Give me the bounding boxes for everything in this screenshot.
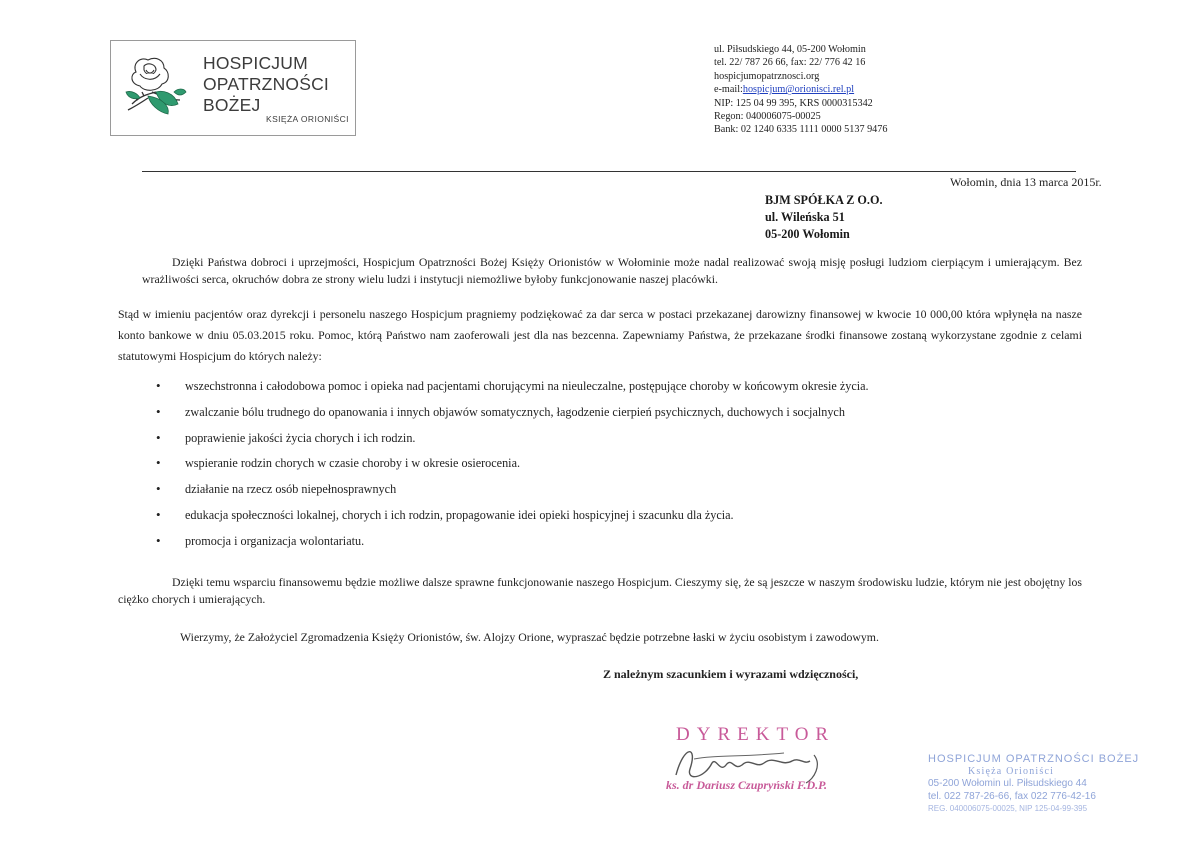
rose-icon — [118, 52, 188, 118]
logo-name — [203, 53, 329, 116]
director-stamp-name: ks. dr Dariusz Czupryński F.D.P. — [666, 778, 827, 792]
contact-block — [714, 43, 887, 137]
hospice-stamp-title: HOSPICJUM OPATRZNOŚCI BOŻEJ — [928, 753, 1140, 765]
letter-date — [950, 175, 1102, 190]
hospice-stamp-phone: tel. 022 787-26-66, fax 022 776-42-16 — [928, 790, 1096, 802]
contact-bank: Bank: 02 1240 6335 1111 0000 5137 9476 — [714, 124, 888, 136]
contact-phone: tel. 22/ 787 26 66, fax: 22/ 776 42 16 — [714, 57, 866, 69]
list-item: • edukacja społeczności lokalnej, chorych i ich rodzin, propagowanie idei opieki hospicyjnej i szacunku dla życia. — [152, 505, 1052, 531]
hospice-stamp — [928, 753, 1140, 816]
date-value: 13 marca 2015r. — [1024, 175, 1102, 189]
logo-line-3: BOŻEJ — [203, 95, 261, 115]
list-item: • zwalczanie bólu trudnego do opanowania i innych objawów somatycznych, łagodzenie cierpień psychicznych, duchowych i socjalnych — [152, 402, 1052, 428]
email-label: e-mail: — [714, 84, 743, 96]
recipient-city: 05-200 Wołomin — [765, 226, 850, 241]
list-item: • promocja i organizacja wolontariatu. — [152, 531, 1052, 557]
paragraph-4: Wierzymy, że Założyciel Zgromadzenia Księży Orionistów, św. Alojzy Orione, wypraszać będzie potrzebne łaski w życiu osobistym i zawodowym. — [180, 630, 879, 644]
email-link[interactable]: hospicjum@orionisci.rel.pl — [742, 84, 855, 96]
recipient-block — [765, 192, 883, 242]
list-item: • poprawienie jakości życia chorych i ich rodzin. — [152, 428, 1052, 454]
hospice-stamp-sub: Księża Orioniści — [968, 765, 1055, 777]
list-item: • wspieranie rodzin chorych w czasie choroby i w okresie osierocenia. — [152, 453, 1052, 479]
paragraph-2: Stąd w imieniu pacjentów oraz dyrekcji i personelu naszego Hospicjum pragniemy podziękować za dar serca w postaci przekazanej darowizny finansowej w kwocie 10 000,00 która wpłynęła na nasze konto bankowe w dniu 05.03.2015 roku. Pomoc, którą Państwo nam zaoferowali jest dla nas bezcenna. Zapewniamy Państwa, że przekazane środki finansowe zostaną wykorzystane zgodnie z celami statutowymi Hospicjum do których należy: — [118, 307, 1082, 363]
hospice-stamp-address: 05-200 Wołomin ul. Piłsudskiego 44 — [928, 778, 1087, 789]
header-divider — [142, 171, 1076, 172]
closing-line: Z należnym szacunkiem i wyrazami wdzięczności, — [603, 667, 859, 681]
hospice-stamp-ids: REG. 040006075-00025, NIP 125-04-99-395 — [928, 804, 1088, 813]
logo-subtitle: KSIĘŻA ORIONIŚCI — [266, 114, 349, 124]
recipient-street: ul. Wileńska 51 — [765, 209, 845, 224]
recipient-name: BJM SPÓŁKA Z O.O. — [765, 193, 883, 207]
director-stamp-title: DYREKTOR — [676, 724, 836, 745]
contact-address: ul. Piłsudskiego 44, 05-200 Wołomin — [714, 44, 866, 55]
contact-email-row — [714, 83, 887, 96]
contact-website: hospicjumopatrznosci.org — [714, 70, 820, 82]
list-item: • wszechstronna i całodobowa pomoc i opieka nad pacjentami chorującymi na nieuleczalne, postępujące choroby w końcowym okresie życia. — [152, 376, 1052, 402]
paragraph-1: Dzięki Państwa dobroci i uprzejmości, Hospicjum Opatrzności Bożej Księży Orionistów w Wołominie może nadal realizować swoją misję posługi ludziom cierpiącym i umierającym. Bez wrażliwości serca, okruchów dobra ze strony wielu ludzi i instytucji niemożliwe byłoby funkcjonowanie naszej placówki. — [142, 255, 1082, 286]
goals-list — [152, 376, 1052, 557]
date-prefix: Wołomin, dnia — [950, 175, 1025, 189]
logo-line-2: OPATRZNOŚCI — [203, 74, 329, 94]
contact-nip-krs: NIP: 125 04 99 395, KRS 0000315342 — [714, 97, 873, 109]
logo-line-1: HOSPICJUM — [203, 53, 308, 73]
contact-regon: Regon: 040006075-00025 — [714, 111, 821, 123]
paragraph-3: Dzięki temu wsparciu finansowemu będzie możliwe dalsze sprawne funkcjonowanie naszego Hospicjum. Cieszymy się, że są jeszcze w naszym środowisku ludzie, którym nie jest obojętny los ciężko chorych i umierających. — [118, 575, 1082, 606]
list-item: • działanie na rzecz osób niepełnosprawnych — [152, 479, 1052, 505]
